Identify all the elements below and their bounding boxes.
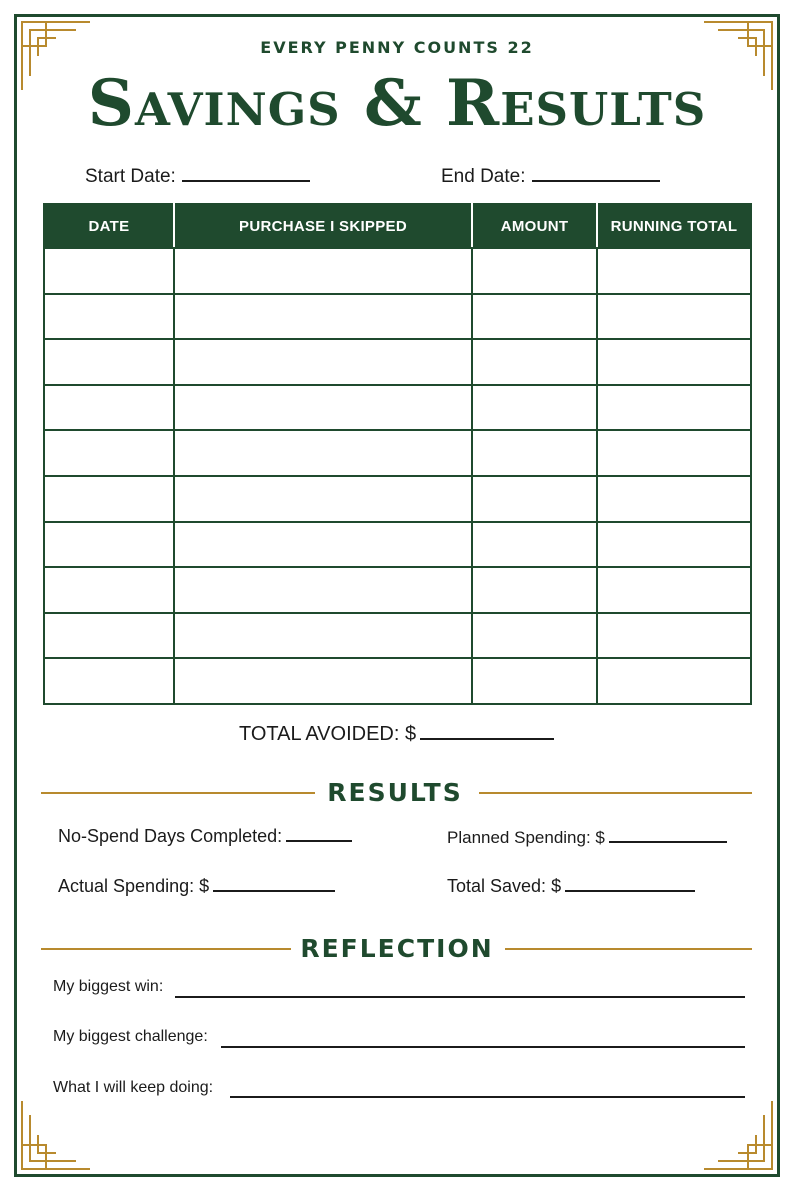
column-header-purchase: PURCHASE I SKIPPED [174, 204, 472, 248]
table-body [44, 248, 751, 704]
end-date-field [441, 164, 660, 188]
amount-cell[interactable] [472, 339, 597, 385]
running-total-cell[interactable] [597, 385, 751, 431]
start-date-input-line[interactable] [182, 164, 310, 182]
table-row [44, 385, 751, 431]
total-saved-label: Total Saved: $ [447, 876, 562, 896]
page-subtitle: EVERY PENNY COUNTS 22 [260, 38, 534, 57]
corner-ornament-icon [16, 1095, 96, 1175]
table-row [44, 339, 751, 385]
end-date-label: End Date: [441, 166, 526, 187]
amount-cell[interactable] [472, 522, 597, 568]
amount-cell[interactable] [472, 567, 597, 613]
amount-cell[interactable] [472, 658, 597, 704]
column-header-running-total: RUNNING TOTAL [597, 204, 751, 248]
date-cell[interactable] [44, 248, 174, 294]
total-avoided-label: TOTAL AVOIDED: $ [239, 723, 417, 745]
purchase-cell[interactable] [174, 294, 472, 340]
purchase-cell[interactable] [174, 385, 472, 431]
purchase-cell[interactable] [174, 430, 472, 476]
reflection-divider-right [505, 948, 752, 950]
table-header-row [44, 204, 751, 248]
amount-cell[interactable] [472, 613, 597, 659]
reflection-prompt-keep-doing: What I will keep doing: [53, 1079, 214, 1096]
actual-spending-field [58, 876, 335, 897]
purchase-cell[interactable] [174, 476, 472, 522]
start-date-label: Start Date: [85, 166, 176, 187]
end-date-input-line[interactable] [532, 164, 660, 182]
page-title: Savings & Results [87, 66, 707, 141]
running-total-cell[interactable] [597, 430, 751, 476]
table-row [44, 248, 751, 294]
actual-spending-label: Actual Spending: $ [58, 876, 210, 896]
amount-cell[interactable] [472, 385, 597, 431]
no-spend-days-label: No-Spend Days Completed: [58, 826, 283, 846]
total-avoided-field [239, 722, 554, 746]
no-spend-days-field [58, 826, 352, 847]
planned-spending-input-line[interactable] [609, 827, 727, 843]
table-row [44, 522, 751, 568]
reflection-prompt-biggest-challenge: My biggest challenge: [53, 1028, 208, 1045]
date-cell[interactable] [44, 339, 174, 385]
corner-ornament-icon [698, 1095, 778, 1175]
date-cell[interactable] [44, 385, 174, 431]
date-cell[interactable] [44, 430, 174, 476]
date-cell[interactable] [44, 613, 174, 659]
table-row [44, 476, 751, 522]
savings-log-table [43, 203, 752, 705]
running-total-cell[interactable] [597, 658, 751, 704]
start-date-field [85, 164, 310, 188]
running-total-cell[interactable] [597, 476, 751, 522]
purchase-cell[interactable] [174, 248, 472, 294]
no-spend-days-input-line[interactable] [286, 826, 352, 842]
date-cell[interactable] [44, 658, 174, 704]
running-total-cell[interactable] [597, 294, 751, 340]
running-total-cell[interactable] [597, 339, 751, 385]
actual-spending-input-line[interactable] [213, 876, 335, 892]
results-divider-right [479, 792, 752, 794]
table-row [44, 613, 751, 659]
biggest-win-input-line[interactable] [175, 996, 745, 998]
date-cell[interactable] [44, 476, 174, 522]
date-cell[interactable] [44, 567, 174, 613]
amount-cell[interactable] [472, 248, 597, 294]
date-cell[interactable] [44, 294, 174, 340]
total-avoided-input-line[interactable] [420, 722, 554, 740]
running-total-cell[interactable] [597, 522, 751, 568]
biggest-challenge-input-line[interactable] [221, 1046, 745, 1048]
results-divider-left [41, 792, 315, 794]
table-row [44, 567, 751, 613]
total-saved-input-line[interactable] [565, 876, 695, 892]
planned-spending-label: Planned Spending: $ [447, 828, 605, 847]
reflection-heading: REFLECTION [300, 934, 494, 963]
purchase-cell[interactable] [174, 567, 472, 613]
table-row [44, 430, 751, 476]
purchase-cell[interactable] [174, 522, 472, 568]
total-saved-field [447, 876, 695, 897]
table-row [44, 658, 751, 704]
purchase-cell[interactable] [174, 613, 472, 659]
running-total-cell[interactable] [597, 567, 751, 613]
column-header-amount: AMOUNT [472, 204, 597, 248]
amount-cell[interactable] [472, 430, 597, 476]
planned-spending-field [447, 827, 727, 848]
amount-cell[interactable] [472, 294, 597, 340]
table-row [44, 294, 751, 340]
date-cell[interactable] [44, 522, 174, 568]
purchase-cell[interactable] [174, 339, 472, 385]
amount-cell[interactable] [472, 476, 597, 522]
running-total-cell[interactable] [597, 613, 751, 659]
reflection-divider-left [41, 948, 291, 950]
running-total-cell[interactable] [597, 248, 751, 294]
column-header-date: DATE [44, 204, 174, 248]
reflection-prompt-biggest-win: My biggest win: [53, 978, 164, 995]
results-heading: RESULTS [327, 778, 463, 807]
purchase-cell[interactable] [174, 658, 472, 704]
keep-doing-input-line[interactable] [230, 1096, 745, 1098]
